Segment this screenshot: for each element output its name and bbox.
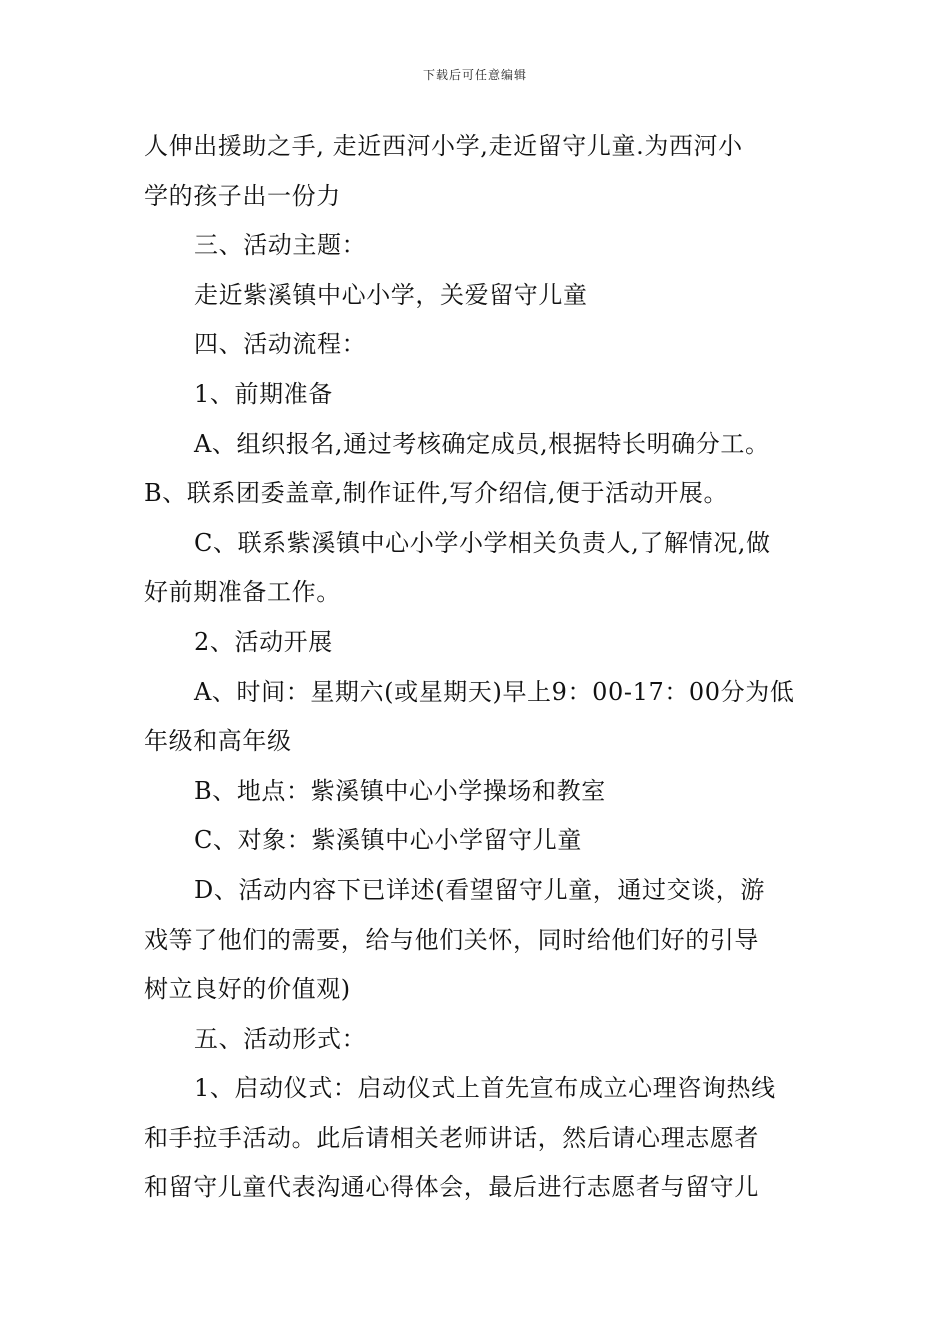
- text-line: 人伸出援助之手, 走近西河小学,走近留守儿童.为西河小: [144, 132, 743, 160]
- section-heading: 五、活动形式：: [194, 1024, 367, 1053]
- text-line: 好前期准备工作。: [144, 578, 341, 607]
- text-line: C、对象：紫溪镇中心小学留守儿童: [194, 826, 582, 855]
- text-line: 学的孩子出一份力: [144, 181, 341, 210]
- text-line: A、组织报名,通过考核确定成员,根据特长明确分工。: [194, 429, 770, 458]
- text-line: 1、启动仪式：启动仪式上首先宣布成立心理咨询热线: [194, 1074, 776, 1103]
- subsection-heading: 1、前期准备: [194, 379, 333, 408]
- text-line: 走近紫溪镇中心小学，关爱留守儿童: [194, 280, 588, 309]
- subsection-heading: 2、活动开展: [194, 627, 333, 656]
- text-line: C、联系紫溪镇中心小学小学相关负责人,了解情况,做: [194, 528, 771, 557]
- section-heading: 四、活动流程：: [194, 330, 367, 359]
- text-line: 和留守儿童代表沟通心得体会，最后进行志愿者与留守儿: [144, 1173, 759, 1202]
- text-line: D、活动内容下已详述(看望留守儿童，通过交谈，游: [194, 875, 766, 904]
- text-line: 和手拉手活动。此后请相关老师讲话，然后请心理志愿者: [144, 1123, 759, 1152]
- text-line: 年级和高年级: [144, 727, 292, 756]
- header-note: 下载后可任意编辑: [422, 68, 527, 82]
- text-line: 树立良好的价值观): [144, 975, 351, 1004]
- text-line: 戏等了他们的需要，给与他们关怀，同时给他们好的引导: [144, 925, 759, 954]
- text-line: B、联系团委盖章,制作证件,写介绍信,便于活动开展。: [144, 479, 729, 508]
- text-line: B、地点：紫溪镇中心小学操场和教室: [194, 776, 606, 805]
- text-line: A、时间：星期六(或星期天)早上9：00-17：00分为低: [194, 677, 795, 706]
- document-body: [144, 122, 808, 1213]
- section-heading: 三、活动主题：: [194, 231, 367, 260]
